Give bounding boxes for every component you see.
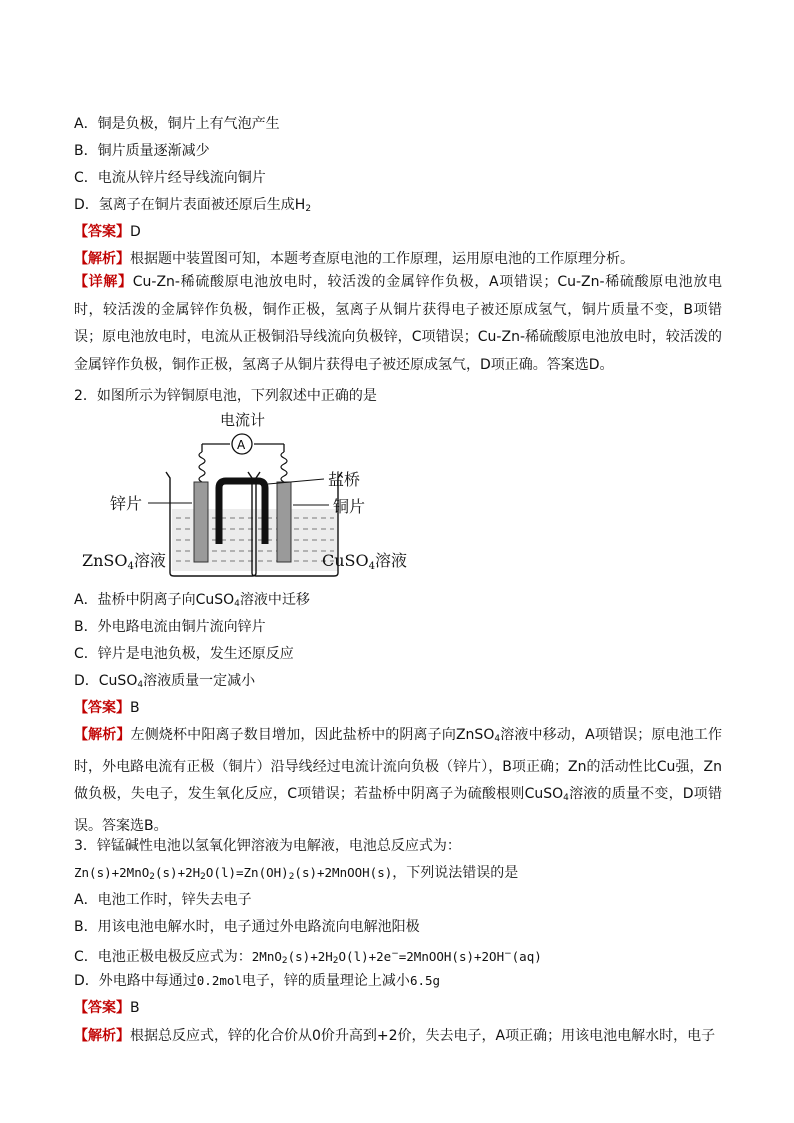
analysis-tag: 【解析】 — [74, 251, 130, 267]
q1-option-c: C．电流从锌片经导线流向铜片 — [74, 170, 266, 186]
answer-tag: 【答案】 — [74, 700, 130, 716]
copper-plate-label: 铜片 — [333, 497, 366, 516]
zinc-plate — [194, 482, 208, 562]
q1-analysis: 【解析】根据题中装置图可知，本题考查原电池的工作原理，运用原电池的工作原理分析。 — [74, 251, 634, 267]
detail-tag: 【详解】 — [74, 274, 133, 290]
analysis-tag: 【解析】 — [74, 1028, 130, 1044]
q2-analysis: 【解析】左侧烧杯中阳离子数目增加，因此盐桥中的阴离子向ZnSO$_4$溶液中移动，A项错误；原电池工作时，外电路电流有正极（铜片）沿导线经过电流计流向负极（锌片），B项正确；Zn的活动性比Cu强，Zn做负极，失电子，发生氧化反应，C项错误；若盐桥中阴离子为硫酸根则CuSO$_4$溶液的质量不变，D项错误。答案选B。 — [74, 727, 723, 834]
copper-plate — [277, 482, 291, 562]
q2-stem: 2．如图所示为锌铜原电池，下列叙述中正确的是 — [74, 388, 377, 404]
answer-tag: 【答案】 — [74, 224, 130, 240]
q3-option-a: A．电池工作时，锌失去电子 — [74, 892, 252, 908]
q3-option-b: B．用该电池电解水时，电子通过外电路流向电解池阳极 — [74, 919, 420, 935]
answer-tag: 【答案】 — [74, 1000, 130, 1016]
q1-answer: 【答案】D — [74, 224, 141, 240]
q3-option-c: C．电池正极电极反应式为：$2MnO_2(s)+2H_2O(l)+2e^-=2MnOOH(s)+2OH^-(aq)$ — [74, 949, 542, 966]
q3-equation: $Zn(s)+2MnO_2(s)+2H_2O(l)=Zn(OH)_2(s)+2MnOOH(s)$，下列说法错误的是 — [74, 865, 519, 882]
q3-stem: 3．锌锰碱性电池以氢氧化钾溶液为电解液，电池总反应式为： — [74, 838, 461, 854]
zinc-copper-cell-figure — [82, 408, 412, 584]
q2-option-a: A．盐桥中阴离子向CuSO$_4$溶液中迁移 — [74, 592, 310, 609]
svg-text:A: A — [237, 438, 246, 452]
copper-sulfate-label: CuSO4溶液 — [322, 551, 408, 572]
q1-option-d: D．氢离子在铜片表面被还原后生成$H_2$ — [74, 197, 312, 214]
q2-option-d: D．CuSO$_4$溶液质量一定减小 — [74, 673, 256, 690]
q1-option-b: B．铜片质量逐渐减少 — [74, 143, 210, 159]
meter-label: 电流计 — [220, 411, 266, 429]
q2-answer: 【答案】B — [74, 700, 140, 716]
q3-analysis: 【解析】根据总反应式，锌的化合价从0价升高到+2价，失去电子，A项正确；用该电池电解水时，电子 — [74, 1028, 716, 1044]
q1-option-a: A．铜是负极，铜片上有气泡产生 — [74, 116, 280, 132]
q3-option-d: D．外电路中每通过0.2mol电子，锌的质量理论上减小6.5g — [74, 973, 441, 989]
q2-option-c: C．锌片是电池负极，发生还原反应 — [74, 646, 294, 662]
q1-detail: 【详解】Cu-Zn-稀硫酸原电池放电时，较活泼的金属锌作负极，A项错误；Cu-Zn-稀硫酸原电池放电时，较活泼的金属锌作负极，铜作正极，氢离子从铜片获得电子被还原成氢气，铜片质量不变，B项错误；原电池放电时，电流从正极铜沿导线流向负极锌，C项错误；Cu-Zn-稀硫酸原电池放电时，较活泼的金属锌作负极，铜作正极，氢离子从铜片获得电子被还原成氢气，D项正确。答案选D。 — [74, 274, 723, 373]
q2-option-b: B．外电路电流由铜片流向锌片 — [74, 619, 266, 635]
zinc-plate-label: 锌片 — [110, 494, 143, 513]
salt-bridge-label: 盐桥 — [328, 470, 361, 489]
zinc-sulfate-label: ZnSO4溶液 — [82, 551, 166, 572]
q3-answer: 【答案】B — [74, 1000, 140, 1016]
analysis-tag: 【解析】 — [74, 727, 131, 743]
